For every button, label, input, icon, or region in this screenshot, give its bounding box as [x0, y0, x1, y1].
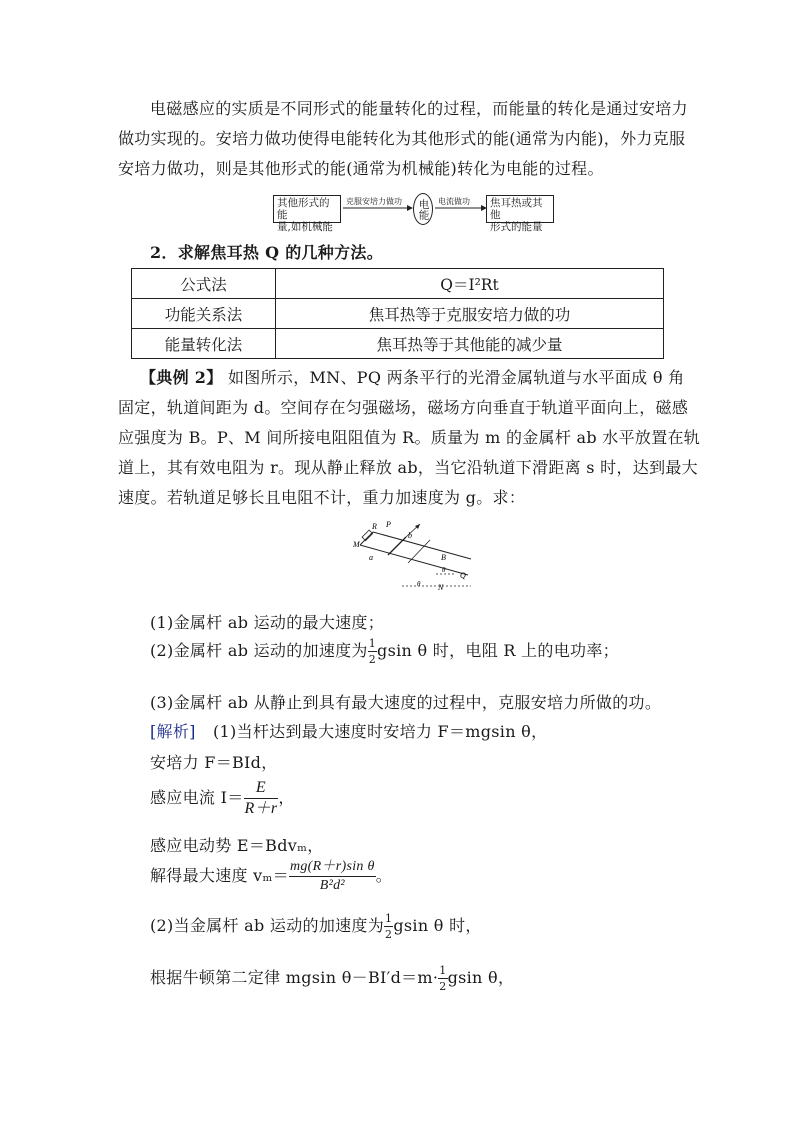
solution-step-7-prefix: 根据牛顿第二定律 mgsin θ－BI′d＝m·: [150, 968, 439, 987]
fig-label-M: M: [353, 540, 360, 549]
table-cell-desc: 焦耳热等于其他能的减少量: [276, 329, 664, 359]
flow-box2-line1: 焦耳热或其他: [490, 197, 543, 221]
flow-box1-line2: 量,如机械能: [277, 221, 333, 233]
fig-label-a: a: [369, 553, 373, 562]
fig-label-b: b: [408, 531, 412, 540]
flow-box2-line2: 形式的能量: [490, 221, 543, 233]
question-2-suffix: gsin θ 时，电阻 R 上的电功率；: [377, 641, 619, 660]
table-cell-method: 公式法: [132, 269, 276, 299]
frac-num: 1: [385, 912, 393, 925]
flow-box1-line1: 其他形式的能: [277, 197, 330, 221]
frac-den: 2: [439, 980, 447, 993]
frac-num: 1: [368, 637, 377, 650]
fig-label-R: R: [372, 522, 377, 531]
frac-den: 2: [385, 928, 393, 941]
table-cell-desc: Q＝I²Rt: [276, 269, 664, 299]
solution-step-5-suffix: 。: [375, 866, 393, 885]
solution-step-3-suffix: ，: [278, 788, 295, 807]
solution-step-6: [150, 913, 482, 940]
solution-step-6-prefix: (2)当金属杆 ab 运动的加速度为: [150, 916, 385, 935]
example-line-2: 固定，轨道间距为 d。空间存在匀强磁场，磁场方向垂直于轨道平面向上，磁感: [118, 398, 689, 417]
question-1: (1)金属杆 ab 运动的最大速度；: [150, 613, 385, 632]
question-3: (3)金属杆 ab 从静止到具有最大速度的过程中，克服安培力所做的功。: [150, 693, 662, 712]
methods-table: [131, 268, 664, 359]
flow-circle-electric: 电能: [413, 193, 433, 225]
fraction-half: [384, 913, 393, 940]
frac-num: 1: [439, 964, 447, 977]
table-cell-method: 能量转化法: [132, 329, 276, 359]
solution-step-6-suffix: gsin θ 时，: [393, 916, 482, 935]
frac-num: E: [244, 780, 279, 799]
fraction-half: [438, 965, 447, 992]
example-line-4: 道上，其有效电阻为 r。现从静止释放 ab，当它沿轨道下滑距离 s 时，达到最大: [118, 458, 698, 477]
fraction-max-velocity: [289, 860, 376, 893]
intro-line-1: 电磁感应的实质是不同形式的能量转化的过程，而能量的转化是通过安培力: [150, 99, 688, 118]
solution-step-4: 感应电动势 E＝Bdvₘ，: [150, 836, 324, 855]
fraction-current: [244, 780, 279, 817]
solution-step-7-suffix: gsin θ，: [447, 968, 515, 987]
table-row: [132, 299, 664, 329]
frac-den: 2: [368, 653, 377, 666]
intro-line-2: 做功实现的。安培力做功使得电能转化为其他形式的能(通常为内能)，外力克服: [118, 129, 686, 148]
solution-step-7: [150, 965, 514, 992]
example-line-1: 如图所示，MN、PQ 两条平行的光滑金属轨道与水平面成 θ 角: [228, 368, 685, 387]
intro-line-3: 安培力做功，则是其他形式的能(通常为机械能)转化为电能的过程。: [118, 159, 604, 178]
table-row: [132, 329, 664, 359]
solution-tag: [解析]: [150, 722, 196, 741]
fig-label-P: P: [386, 520, 391, 529]
frac-den: B²d²: [319, 878, 345, 893]
solution-step-5: [150, 860, 392, 893]
flow-arrow1-label: 克服安培力做功: [346, 197, 402, 206]
example-tag: 【典例 2】: [140, 368, 223, 387]
frac-den: R＋r: [244, 800, 278, 817]
solution-step-3-prefix: 感应电流 I＝: [150, 788, 244, 807]
section-2-title: 2．求解焦耳热 Q 的几种方法。: [150, 243, 384, 262]
question-2: [150, 638, 619, 665]
solution-step-3: [150, 780, 295, 817]
flow-arrow-2: [433, 203, 487, 213]
flow-box-mechanical: [273, 195, 341, 233]
flow-arrow-1: [341, 203, 413, 213]
fig-label-theta-1: θ: [442, 566, 446, 574]
fig-label-theta-2: θ: [417, 580, 421, 588]
fraction-half: [368, 638, 377, 665]
flow-box-joule-heat: [486, 195, 554, 233]
table-cell-desc: 焦耳热等于克服安培力做的功: [276, 299, 664, 329]
example-line-5: 速度。若轨道足够长且电阻不计，重力加速度为 g。求：: [118, 488, 526, 507]
rail-figure: [350, 518, 475, 592]
frac-num: mg(R＋r)sin θ: [289, 860, 376, 877]
fig-label-N: N: [438, 583, 444, 592]
solution-step-1: (1)当杆达到最大速度时安培力 F＝mgsin θ，: [213, 722, 548, 741]
example-line-3: 应强度为 B。P、M 间所接电阻阻值为 R。质量为 m 的金属杆 ab 水平放置在轨: [118, 428, 701, 447]
table-cell-method: 功能关系法: [132, 299, 276, 329]
solution-step-2: 安培力 F＝BId，: [150, 753, 278, 772]
flow-arrow2-label: 电流做功: [438, 197, 470, 206]
solution-step-5-prefix: 解得最大速度 vₘ＝: [150, 866, 289, 885]
fig-label-Q: Q: [460, 571, 466, 580]
table-row: [132, 269, 664, 299]
question-2-prefix: (2)金属杆 ab 运动的加速度为: [150, 641, 368, 660]
fig-label-B: B: [441, 553, 446, 562]
